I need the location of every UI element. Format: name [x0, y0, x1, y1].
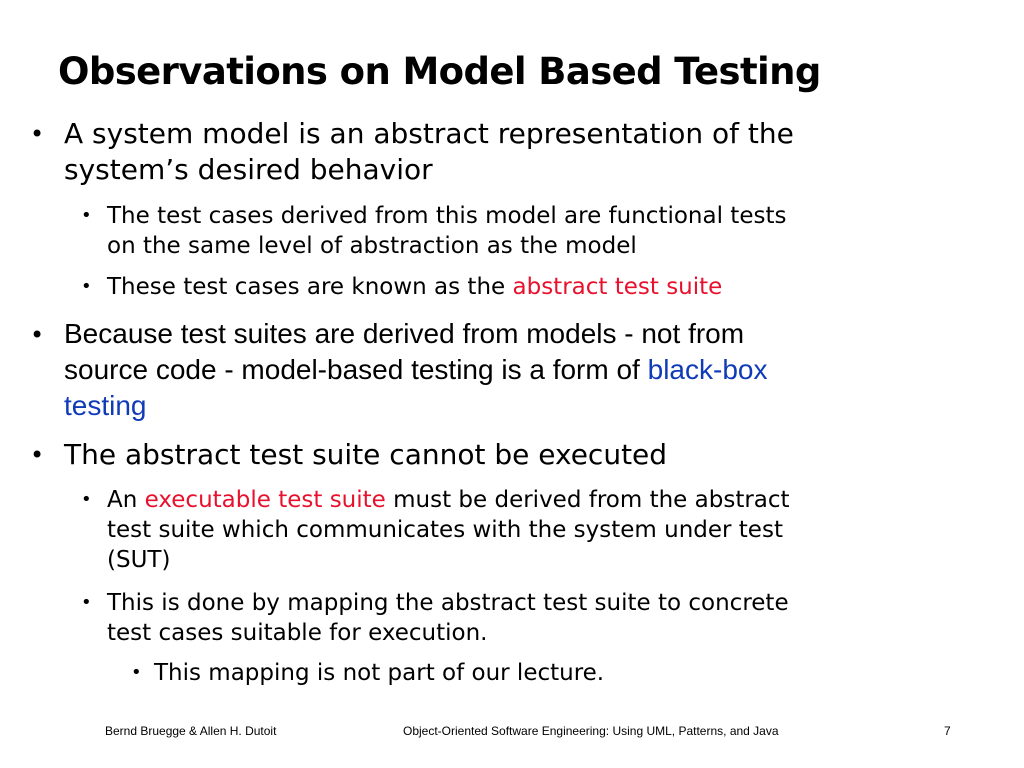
executable-test-suite-highlight: executable test suite — [144, 487, 386, 513]
bullet-glyph: • — [30, 321, 45, 349]
bullet-1-2-prefix: These test cases are known as the — [107, 274, 513, 300]
footer-page-number: 7 — [944, 724, 951, 738]
bullet-3-1-suffix: must be derived from the abstract — [385, 487, 790, 513]
bullet-glyph: • — [81, 276, 92, 297]
bullet-3-2-line-1: This is done by mapping the abstract test suite to concrete — [107, 590, 789, 616]
bullet-2-line-1: Because test suites are derived from models - not from — [64, 318, 745, 349]
bullet-3-line-1: The abstract test suite cannot be executed — [64, 438, 668, 471]
bullet-1-text — [64, 116, 794, 188]
bullet-3-2-text — [107, 588, 789, 648]
black-box-highlight: black-box — [647, 354, 768, 385]
bullet-1-2-text — [107, 272, 722, 302]
bullet-glyph: • — [81, 205, 92, 226]
bullet-1-line-2: system’s desired behavior — [64, 153, 433, 186]
bullet-glyph: • — [81, 592, 92, 613]
bullet-1-1-line-1: The test cases derived from this model are functional tests — [107, 203, 787, 229]
bullet-2-text — [64, 316, 767, 424]
bullet-3-1-line-2: test suite which communicates with the system under test — [107, 517, 783, 543]
bullet-3-1-text — [107, 485, 790, 575]
bullet-1-1-line-2: on the same level of abstraction as the model — [107, 233, 637, 259]
testing-highlight: testing — [64, 390, 147, 421]
slide-title: Observations on Model Based Testing — [58, 50, 821, 93]
bullet-3-text — [64, 437, 667, 473]
bullet-1-line-1: A system model is an abstract representation of the — [64, 117, 794, 150]
bullet-glyph: • — [30, 441, 45, 469]
bullet-glyph: • — [30, 120, 45, 148]
bullet-3-2-1-text: This mapping is not part of our lecture. — [154, 660, 605, 686]
bullet-1-1-text — [107, 201, 786, 261]
bullet-3-1-line-3: (SUT) — [107, 547, 171, 573]
bullet-3-2-line-2: test cases suitable for execution. — [107, 620, 488, 646]
bullet-glyph: • — [81, 489, 92, 510]
bullet-3-1-line-1 — [107, 485, 790, 515]
bullet-2-line-2-prefix: source code - model-based testing is a form of — [64, 354, 648, 385]
bullet-2-line-2 — [64, 352, 767, 388]
footer-authors: Bernd Bruegge & Allen H. Dutoit — [105, 724, 277, 738]
bullet-glyph: • — [131, 662, 142, 683]
abstract-test-suite-highlight: abstract test suite — [512, 274, 723, 300]
footer-book-title: Object-Oriented Software Engineering: Using UML, Patterns, and Java — [403, 724, 779, 738]
bullet-3-1-prefix: An — [107, 487, 145, 513]
